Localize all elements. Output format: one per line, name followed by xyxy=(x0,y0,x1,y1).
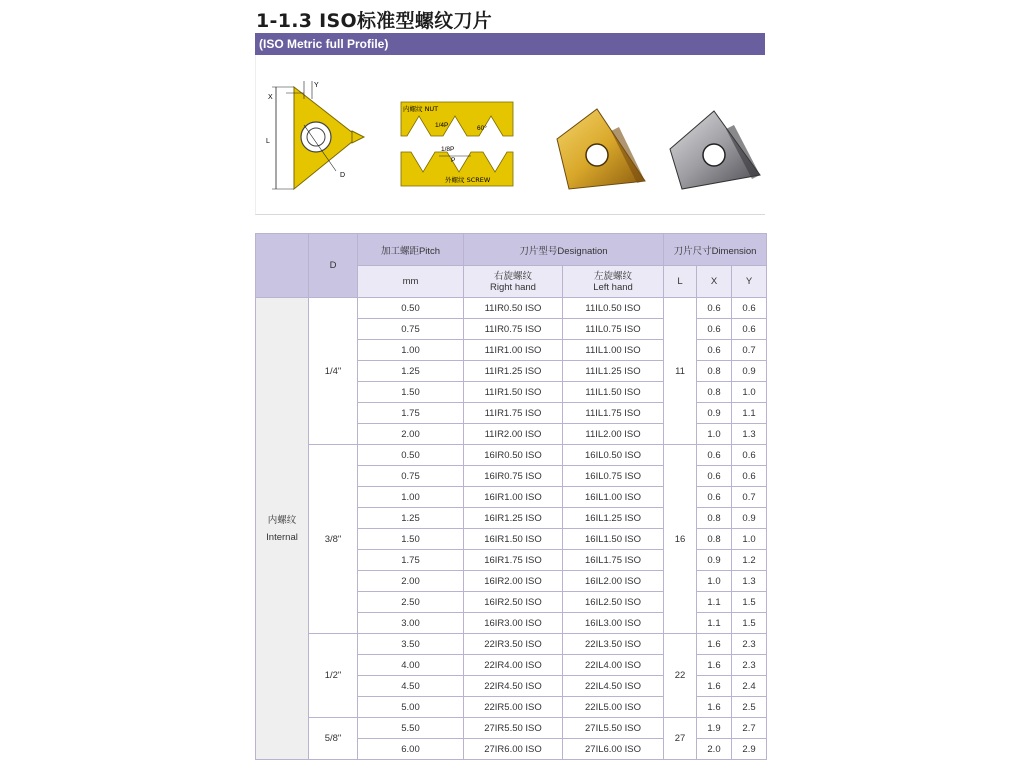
header-pitch: 加工螺距Pitch xyxy=(358,234,464,266)
header-right-cn: 右旋螺纹 xyxy=(493,270,532,282)
right-hand-cell: 22IR5.00 ISO xyxy=(464,697,563,718)
y-cell: 1.2 xyxy=(732,550,767,571)
y-cell: 2.9 xyxy=(732,739,767,760)
header-left-cn: 左旋螺纹 xyxy=(593,270,632,282)
y-cell: 2.3 xyxy=(732,634,767,655)
x-cell: 0.8 xyxy=(697,508,732,529)
pitch-cell: 6.00 xyxy=(358,739,464,760)
d-cell: 5/8" xyxy=(309,718,358,760)
table-row xyxy=(256,634,767,655)
y-cell: 0.7 xyxy=(732,340,767,361)
left-hand-cell: 27IL5.50 ISO xyxy=(563,718,664,739)
right-hand-cell: 11IR1.00 ISO xyxy=(464,340,563,361)
left-hand-cell: 16IL0.50 ISO xyxy=(563,445,664,466)
l-cell: 16 xyxy=(664,445,697,634)
spec-table-body xyxy=(256,234,767,760)
left-hand-cell: 16IL2.00 ISO xyxy=(563,571,664,592)
header-l: L xyxy=(664,266,697,298)
category-cell xyxy=(256,298,309,760)
y-cell: 2.4 xyxy=(732,676,767,697)
left-hand-cell: 16IL3.00 ISO xyxy=(563,613,664,634)
y-cell: 2.3 xyxy=(732,655,767,676)
pitch-cell: 1.50 xyxy=(358,382,464,403)
right-hand-cell: 16IR2.00 ISO xyxy=(464,571,563,592)
pitch-cell: 3.00 xyxy=(358,613,464,634)
y-cell: 2.5 xyxy=(732,697,767,718)
quarter-p-label: 1/4P xyxy=(435,122,449,129)
pitch-cell: 4.00 xyxy=(358,655,464,676)
pitch-cell: 2.00 xyxy=(358,571,464,592)
left-hand-cell: 16IL1.00 ISO xyxy=(563,487,664,508)
x-cell: 1.1 xyxy=(697,613,732,634)
right-hand-cell: 27IR5.50 ISO xyxy=(464,718,563,739)
header-designation: 刀片型号Designation xyxy=(464,234,664,266)
x-cell: 0.6 xyxy=(697,319,732,340)
right-hand-cell: 11IR2.00 ISO xyxy=(464,424,563,445)
d-cell: 1/2" xyxy=(309,634,358,718)
y-cell: 0.6 xyxy=(732,319,767,340)
left-hand-cell: 22IL4.50 ISO xyxy=(563,676,664,697)
left-hand-cell: 22IL5.00 ISO xyxy=(563,697,664,718)
pitch-cell: 5.50 xyxy=(358,718,464,739)
dim-label-l: L xyxy=(266,138,270,145)
y-cell: 0.6 xyxy=(732,298,767,319)
right-hand-cell: 11IR1.75 ISO xyxy=(464,403,563,424)
header-x: X xyxy=(697,266,732,298)
right-hand-cell: 16IR2.50 ISO xyxy=(464,592,563,613)
pitch-cell: 4.50 xyxy=(358,676,464,697)
header-left-hand xyxy=(563,266,664,298)
y-cell: 0.7 xyxy=(732,487,767,508)
x-cell: 0.8 xyxy=(697,361,732,382)
x-cell: 0.6 xyxy=(697,487,732,508)
gold-insert-hole xyxy=(586,144,608,166)
header-pitch-unit: mm xyxy=(358,266,464,298)
right-hand-cell: 11IR1.50 ISO xyxy=(464,382,563,403)
pitch-cell: 3.50 xyxy=(358,634,464,655)
pitch-cell: 2.50 xyxy=(358,592,464,613)
gold-insert-photo xyxy=(549,103,649,193)
right-hand-cell: 16IR1.25 ISO xyxy=(464,508,563,529)
x-cell: 0.8 xyxy=(697,529,732,550)
pitch-cell: 1.00 xyxy=(358,487,464,508)
pitch-cell: 1.00 xyxy=(358,340,464,361)
left-hand-cell: 11IL1.75 ISO xyxy=(563,403,664,424)
insert-dimension-drawing xyxy=(264,79,374,197)
eighth-p-label: 1/8P xyxy=(441,146,455,153)
y-cell: 0.6 xyxy=(732,466,767,487)
d-cell: 3/8" xyxy=(309,445,358,634)
header-row-1 xyxy=(256,234,767,266)
category-en: Internal xyxy=(266,531,298,543)
left-hand-cell: 27IL6.00 ISO xyxy=(563,739,664,760)
l-cell: 22 xyxy=(664,634,697,718)
dim-label-d: D xyxy=(340,172,346,179)
right-hand-cell: 22IR4.00 ISO xyxy=(464,655,563,676)
left-hand-cell: 11IL0.75 ISO xyxy=(563,319,664,340)
left-hand-cell: 22IL3.50 ISO xyxy=(563,634,664,655)
left-hand-cell: 16IL2.50 ISO xyxy=(563,592,664,613)
right-hand-cell: 16IR1.75 ISO xyxy=(464,550,563,571)
left-hand-cell: 16IL0.75 ISO xyxy=(563,466,664,487)
figure-panel xyxy=(255,55,765,215)
d-cell: 1/4" xyxy=(309,298,358,445)
header-dimension: 刀片尺寸Dimension xyxy=(664,234,767,266)
x-cell: 1.6 xyxy=(697,697,732,718)
left-hand-cell: 11IL2.00 ISO xyxy=(563,424,664,445)
thread-profile-drawing xyxy=(399,100,515,188)
insert-thread-tooth xyxy=(352,131,364,143)
x-cell: 2.0 xyxy=(697,739,732,760)
pitch-cell: 2.00 xyxy=(358,424,464,445)
right-hand-cell: 27IR6.00 ISO xyxy=(464,739,563,760)
y-cell: 1.0 xyxy=(732,382,767,403)
pitch-cell: 1.50 xyxy=(358,529,464,550)
x-cell: 1.9 xyxy=(697,718,732,739)
l-cell: 27 xyxy=(664,718,697,760)
x-cell: 0.9 xyxy=(697,550,732,571)
left-hand-cell: 16IL1.25 ISO xyxy=(563,508,664,529)
pitch-cell: 1.25 xyxy=(358,508,464,529)
right-hand-cell: 11IR0.50 ISO xyxy=(464,298,563,319)
left-hand-cell: 11IL1.25 ISO xyxy=(563,361,664,382)
left-hand-cell: 16IL1.75 ISO xyxy=(563,550,664,571)
pitch-cell: 1.25 xyxy=(358,361,464,382)
header-right-en: Right hand xyxy=(490,281,536,293)
header-right-hand xyxy=(464,266,563,298)
x-cell: 1.0 xyxy=(697,424,732,445)
y-cell: 1.1 xyxy=(732,403,767,424)
left-hand-cell: 11IL0.50 ISO xyxy=(563,298,664,319)
x-cell: 0.9 xyxy=(697,403,732,424)
y-cell: 1.3 xyxy=(732,424,767,445)
pitch-cell: 0.50 xyxy=(358,445,464,466)
x-cell: 1.6 xyxy=(697,634,732,655)
y-cell: 1.3 xyxy=(732,571,767,592)
x-cell: 0.6 xyxy=(697,298,732,319)
x-cell: 0.6 xyxy=(697,340,732,361)
header-blank xyxy=(256,234,309,298)
pitch-cell: 1.75 xyxy=(358,550,464,571)
right-hand-cell: 16IR1.00 ISO xyxy=(464,487,563,508)
left-hand-cell: 22IL4.00 ISO xyxy=(563,655,664,676)
pitch-cell: 0.75 xyxy=(358,466,464,487)
table-row xyxy=(256,718,767,739)
left-hand-cell: 16IL1.50 ISO xyxy=(563,529,664,550)
right-hand-cell: 16IR0.50 ISO xyxy=(464,445,563,466)
y-cell: 1.5 xyxy=(732,592,767,613)
silver-insert-photo xyxy=(664,103,764,193)
y-cell: 2.7 xyxy=(732,718,767,739)
spec-table xyxy=(255,233,767,760)
left-hand-cell: 11IL1.00 ISO xyxy=(563,340,664,361)
y-cell: 0.9 xyxy=(732,361,767,382)
section-banner: (ISO Metric full Profile) xyxy=(255,33,765,55)
angle-label: 60° xyxy=(477,125,487,132)
right-hand-cell: 16IR1.50 ISO xyxy=(464,529,563,550)
x-cell: 1.6 xyxy=(697,655,732,676)
category-cn: 内螺纹 xyxy=(267,514,297,526)
x-cell: 0.6 xyxy=(697,466,732,487)
p-label: P xyxy=(451,157,456,164)
table-row xyxy=(256,298,767,319)
l-cell: 11 xyxy=(664,298,697,445)
y-cell: 0.9 xyxy=(732,508,767,529)
left-hand-cell: 11IL1.50 ISO xyxy=(563,382,664,403)
right-hand-cell: 11IR1.25 ISO xyxy=(464,361,563,382)
y-cell: 1.5 xyxy=(732,613,767,634)
pitch-cell: 1.75 xyxy=(358,403,464,424)
right-hand-cell: 16IR3.00 ISO xyxy=(464,613,563,634)
right-hand-cell: 22IR3.50 ISO xyxy=(464,634,563,655)
header-d: D xyxy=(309,234,358,298)
header-y: Y xyxy=(732,266,767,298)
y-cell: 1.0 xyxy=(732,529,767,550)
pitch-cell: 0.75 xyxy=(358,319,464,340)
x-cell: 0.6 xyxy=(697,445,732,466)
x-cell: 1.1 xyxy=(697,592,732,613)
pitch-cell: 0.50 xyxy=(358,298,464,319)
page-title: 1-1.3 ISO标准型螺纹刀片 xyxy=(256,10,493,32)
table-row xyxy=(256,445,767,466)
x-cell: 1.6 xyxy=(697,676,732,697)
header-left-en: Left hand xyxy=(593,281,633,293)
right-hand-cell: 22IR4.50 ISO xyxy=(464,676,563,697)
nut-label: 内螺纹 NUT xyxy=(403,105,439,113)
x-cell: 0.8 xyxy=(697,382,732,403)
dim-label-x: X xyxy=(268,94,273,101)
pitch-cell: 5.00 xyxy=(358,697,464,718)
silver-insert-hole xyxy=(703,144,725,166)
screw-label: 外螺纹 SCREW xyxy=(445,176,491,184)
x-cell: 1.0 xyxy=(697,571,732,592)
right-hand-cell: 16IR0.75 ISO xyxy=(464,466,563,487)
dim-label-y: Y xyxy=(314,82,319,89)
right-hand-cell: 11IR0.75 ISO xyxy=(464,319,563,340)
y-cell: 0.6 xyxy=(732,445,767,466)
insert-hole-inner xyxy=(307,128,325,146)
